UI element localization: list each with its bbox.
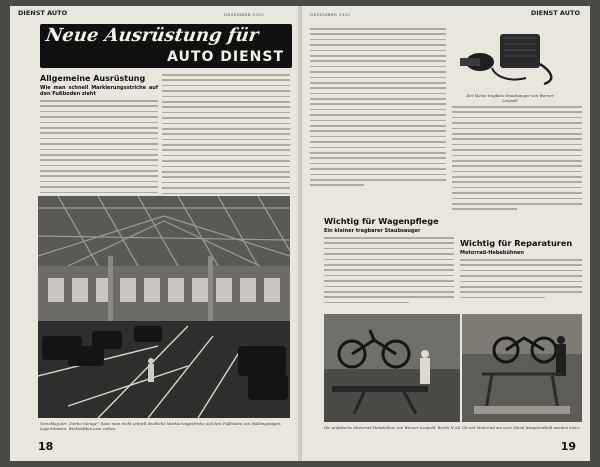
page-number-left: 18	[38, 440, 54, 453]
date-left: DEZEMBER 1933	[223, 12, 264, 17]
body-text-block	[162, 74, 290, 216]
reparaturen-section	[460, 238, 582, 302]
right-column-2-top	[452, 106, 582, 214]
vacuum-illustration	[452, 28, 562, 90]
body-text-block	[40, 100, 158, 199]
section-heading: Allgemeine Ausrüstung	[40, 74, 146, 83]
motorcycle-lift-photo-1	[324, 314, 460, 422]
masthead-right: DIENST AUTO	[530, 9, 580, 17]
wagenpflege-heading: Wichtig für Wagenpflege	[324, 216, 439, 226]
reparaturen-heading: Wichtig für Reparaturen	[460, 238, 573, 248]
reparaturen-subheading: Motorrad-Hebebühnen	[460, 250, 524, 256]
vacuum-caption: Der kleine tragbare Staubsauger von Werner Leopold	[466, 93, 554, 103]
body-text-block	[452, 106, 582, 210]
banner-subtitle: AUTO DIENST	[167, 49, 284, 65]
masthead-left: DIENST AUTO	[18, 9, 68, 17]
right-page	[302, 6, 590, 461]
motorcycle-lift-caption: Die praktische Motorrad-Hebebühne von Werner Leopold, Berlin N 54. Ob mit Motorrad am vorn Ständ festgebriebelt werden kann.	[324, 425, 580, 430]
motorcycle-lift-photo-2	[462, 314, 582, 422]
banner-title: Neue Ausrüstung für	[44, 25, 260, 46]
date-right: DEZEMBER 1933	[310, 12, 351, 17]
garage-photo	[38, 196, 290, 418]
title-banner	[40, 24, 292, 68]
body-text-block	[460, 259, 582, 298]
garage-photo-caption: Vorschlag der „Gerbo-Garage": kann man recht schnell deutliche Markierungsstriche auf dem Fußboden von Hallengaragen, Lagerräumen, Werkstätten usw. ziehen.	[40, 421, 282, 431]
wagenpflege-section	[324, 216, 454, 307]
body-text-block	[310, 28, 446, 186]
section-subheading: Wie man schnell Markierungsstriche auf den Fußboden zieht	[40, 85, 158, 97]
left-page	[10, 6, 298, 461]
wagenpflege-subheading: Ein kleiner tragbarer Staubsauger	[324, 228, 421, 234]
left-column-1	[40, 74, 158, 202]
right-column-1-top	[310, 28, 446, 190]
page-number-right: 19	[560, 440, 576, 453]
body-text-block	[324, 237, 454, 303]
